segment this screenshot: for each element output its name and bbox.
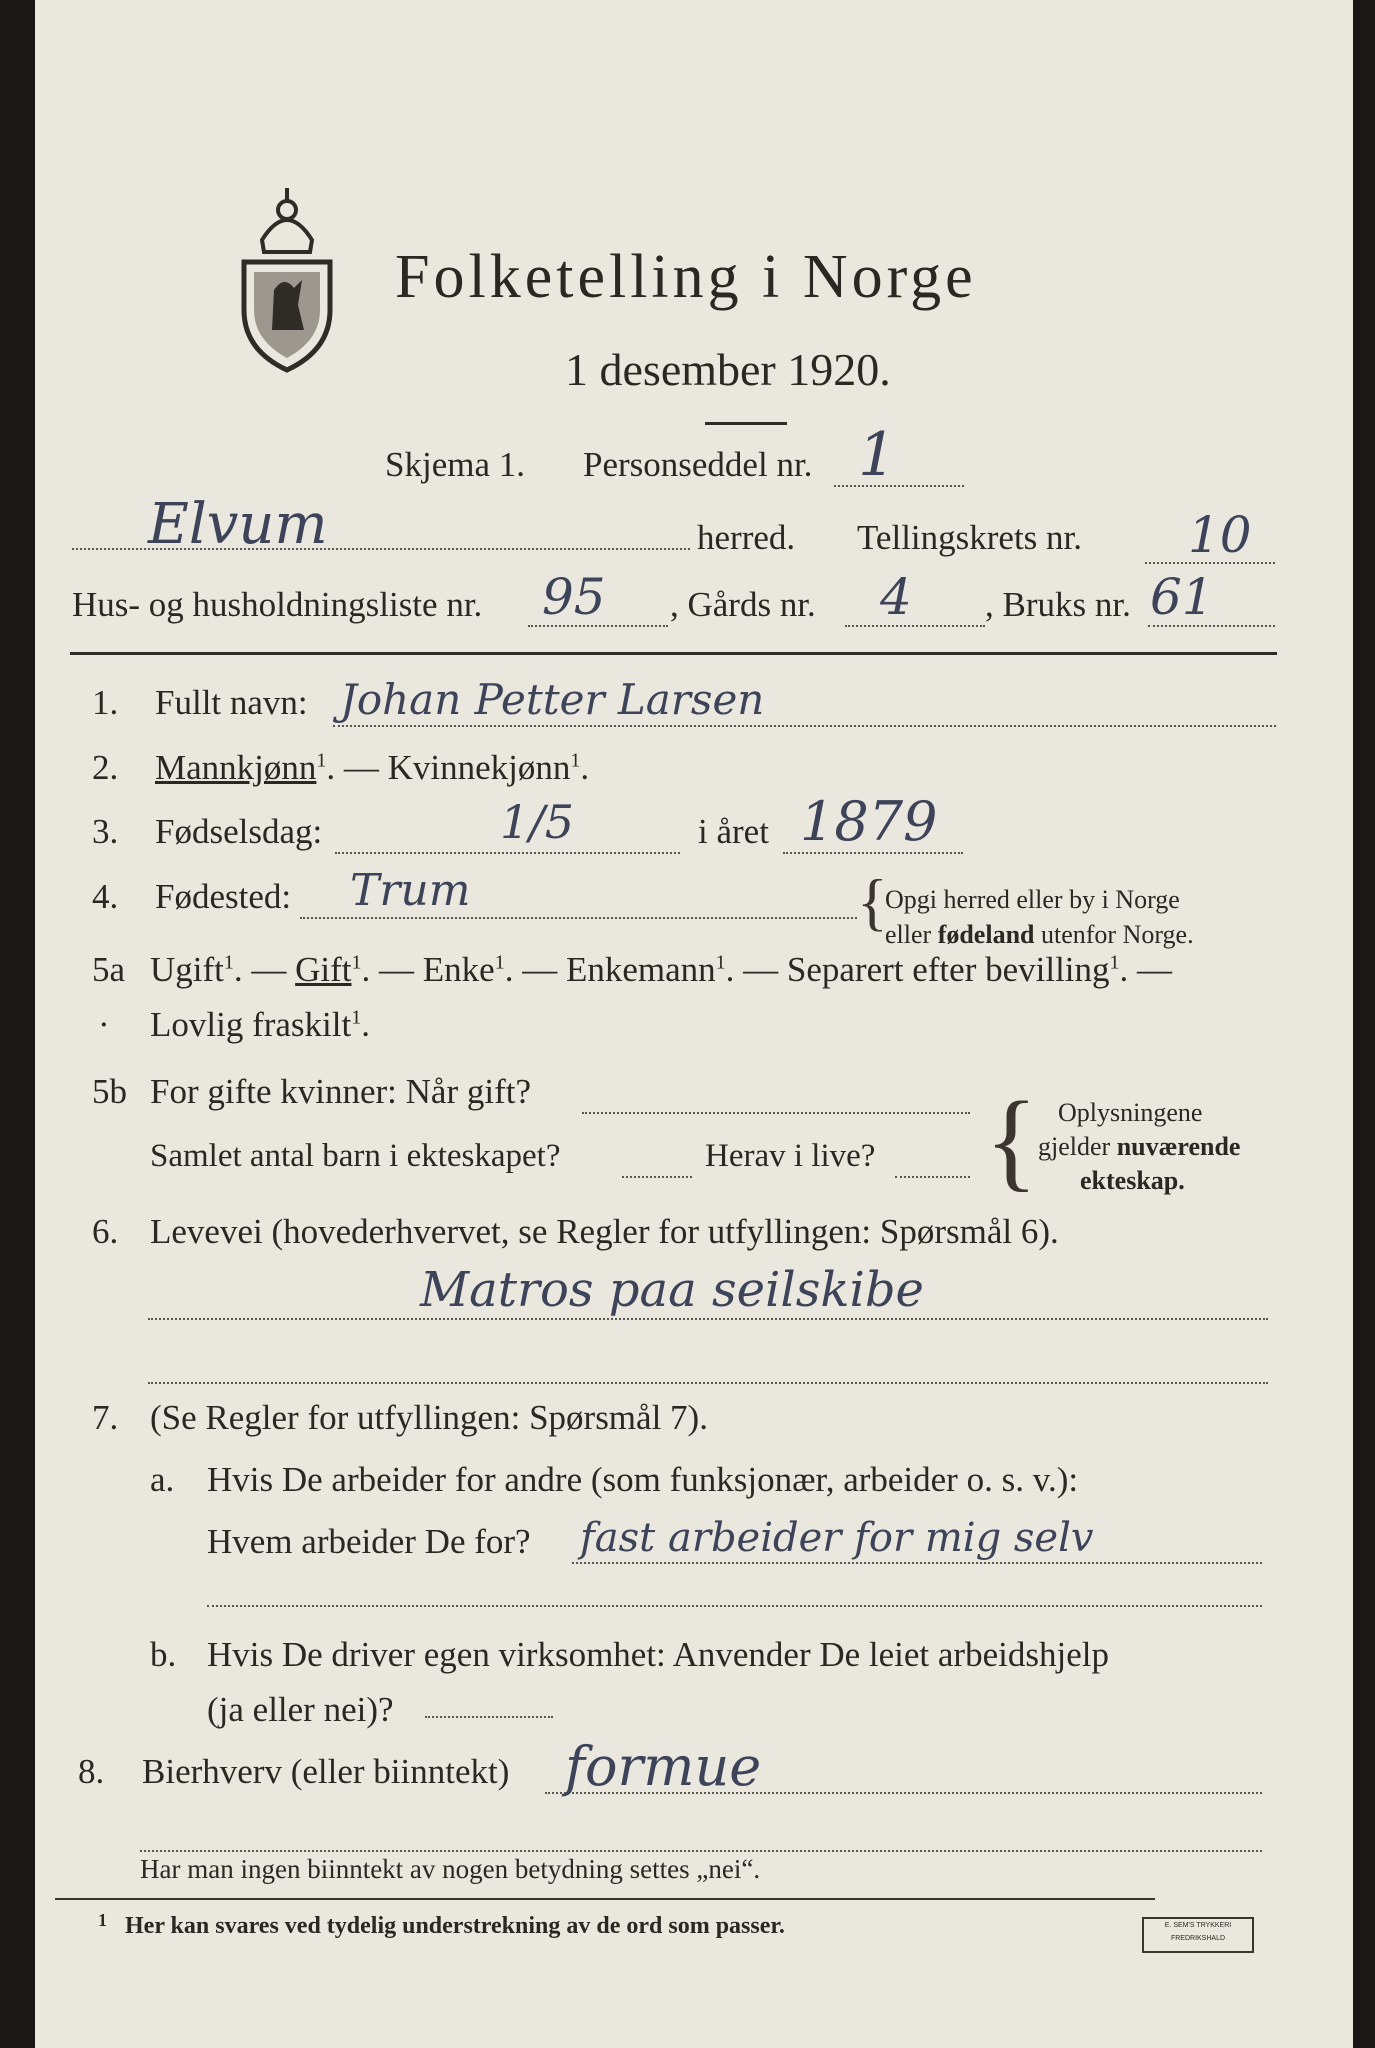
q7b-label2: (ja eller nei)?: [207, 1690, 394, 1729]
coat-of-arms-icon: [232, 180, 342, 375]
q5b-line3: [895, 1176, 970, 1178]
q7a-label1: Hvis De arbeider for andre (som funksjonær, arbeider o. s. v.):: [207, 1460, 1079, 1499]
q1-number: 1.: [92, 683, 119, 722]
q7a-number: a.: [150, 1460, 175, 1499]
q5b-note-line1: Oplysningene: [1058, 1098, 1203, 1127]
tellingskrets-value[interactable]: 10: [1188, 506, 1252, 564]
bruks-value[interactable]: 61: [1150, 568, 1214, 626]
q5b-label2: Samlet antal barn i ekteskapet?: [150, 1138, 561, 1174]
footnote-text: Her kan svares ved tydelig understrekning av de ord som passer.: [125, 1913, 785, 1939]
gift-option[interactable]: Gift: [295, 950, 352, 989]
ugift-option[interactable]: Ugift: [150, 950, 224, 989]
q6-line1: [148, 1318, 1268, 1320]
q3-year-label: i året: [698, 812, 769, 851]
q5a-bullet: ·: [98, 1005, 110, 1044]
q7-number: 7.: [92, 1398, 119, 1437]
enke-option[interactable]: Enke: [422, 950, 495, 989]
q7-label: (Se Regler for utfyllingen: Spørsmål 7).: [150, 1398, 708, 1437]
q5b-line2: [622, 1176, 692, 1178]
mannkjonn-option[interactable]: Mannkjønn: [155, 748, 317, 787]
q5b-number: 5b: [92, 1072, 127, 1111]
q8-number: 8.: [78, 1752, 105, 1791]
census-date: 1 desember 1920.: [565, 344, 891, 395]
q5b-note-brace: {: [985, 1079, 1038, 1201]
q6-label: Levevei (hovederhvervet, se Regler for utfyllingen: Spørsmål 6).: [150, 1212, 1059, 1251]
q6-line2: [148, 1382, 1268, 1384]
gards-label: , Gårds nr.: [670, 585, 816, 624]
nei-note: Har man ingen biinntekt av nogen betydning settes „nei“.: [140, 1854, 761, 1884]
q1-label: Fullt navn:: [155, 683, 308, 722]
q7a-value[interactable]: fast arbeider for mig selv: [580, 1515, 1094, 1561]
q4-line: [300, 917, 857, 919]
q5a-options: Ugift$^1$. — Gift$^1$. — Enke$^1$. — Enkemann$^1$. — Separert efter bevilling$^1$. —: [150, 950, 1173, 989]
page-title: Folketelling i Norge: [395, 243, 977, 311]
q5b-note-line2: gjelder nuværende: [1038, 1132, 1241, 1161]
q8-line2: [140, 1850, 1262, 1852]
gards-value[interactable]: 4: [880, 568, 912, 626]
q7a-line1: [572, 1562, 1262, 1564]
q4-note-line2: eller fødeland utenfor Norge.: [885, 920, 1194, 949]
personseddel-label: Personseddel nr.: [583, 445, 813, 484]
tellingskrets-label: Tellingskrets nr.: [857, 518, 1083, 557]
q3-number: 3.: [92, 812, 119, 851]
lovlig-fraskilt-option[interactable]: Lovlig fraskilt: [150, 1005, 352, 1044]
schema-label: Skjema 1.: [385, 445, 525, 484]
herred-label: herred.: [697, 518, 796, 557]
gards-line: [845, 625, 985, 627]
q7b-line: [425, 1716, 553, 1718]
hus-value[interactable]: 95: [542, 568, 606, 626]
personseddel-line: [834, 485, 964, 487]
q5b-note-line3: ekteskap.: [1080, 1166, 1185, 1195]
q8-value[interactable]: formue: [565, 1735, 762, 1798]
header-divider: [70, 652, 1277, 655]
q4-note-brace: {: [857, 866, 888, 937]
separert-option[interactable]: Separert efter bevilling: [786, 950, 1110, 989]
q3-year-value[interactable]: 1879: [800, 790, 938, 853]
q3-day-line: [335, 852, 680, 854]
q4-number: 4.: [92, 877, 119, 916]
q6-number: 6.: [92, 1212, 119, 1251]
bruks-label: , Bruks nr.: [985, 585, 1131, 624]
q6-value[interactable]: Matros paa seilskibe: [420, 1262, 924, 1318]
q3-label: Fødselsdag:: [155, 812, 323, 851]
q5b-label1: For gifte kvinner: Når gift?: [150, 1072, 532, 1111]
q7b-label1: Hvis De driver egen virksomhet: Anvender De leiet arbeidshjelp: [207, 1635, 1109, 1674]
q7a-label2: Hvem arbeider De for?: [207, 1522, 531, 1561]
footnote-mark: 1: [98, 1910, 107, 1930]
q8-label: Bierhverv (eller biinntekt): [142, 1752, 510, 1791]
q5b-label3: Herav i live?: [705, 1138, 876, 1174]
q5a-options-cont: Lovlig fraskilt$^1$.: [150, 1005, 370, 1044]
q1-value[interactable]: Johan Petter Larsen: [340, 675, 765, 724]
q1-line: [333, 725, 1276, 727]
footnote-divider: [55, 1898, 1155, 1900]
printer-stamp: E. SEM'S TRYKKERI FREDRIKSHALD: [1142, 1917, 1254, 1953]
hus-label: Hus- og husholdningsliste nr.: [72, 585, 483, 624]
q4-label: Fødested:: [155, 877, 292, 916]
q3-day-value[interactable]: 1/5: [500, 795, 575, 849]
q4-value[interactable]: Trum: [350, 865, 471, 916]
q4-note-line1: Opgi herred eller by i Norge: [885, 885, 1180, 914]
q7a-line2: [207, 1605, 1262, 1607]
kvinnekjonn-option[interactable]: Kvinnekjønn: [387, 748, 571, 787]
q2-text: Mannkjønn$^1$. — Kvinnekjønn$^1$.: [155, 748, 590, 787]
personseddel-value[interactable]: 1: [858, 420, 897, 490]
q5a-number: 5a: [92, 950, 126, 989]
q2-number: 2.: [92, 748, 119, 787]
q7b-number: b.: [150, 1635, 177, 1674]
enkemann-option[interactable]: Enkemann: [565, 950, 716, 989]
q5b-line1: [582, 1112, 970, 1114]
herred-value[interactable]: Elvum: [148, 492, 328, 557]
title-divider: [705, 422, 787, 425]
